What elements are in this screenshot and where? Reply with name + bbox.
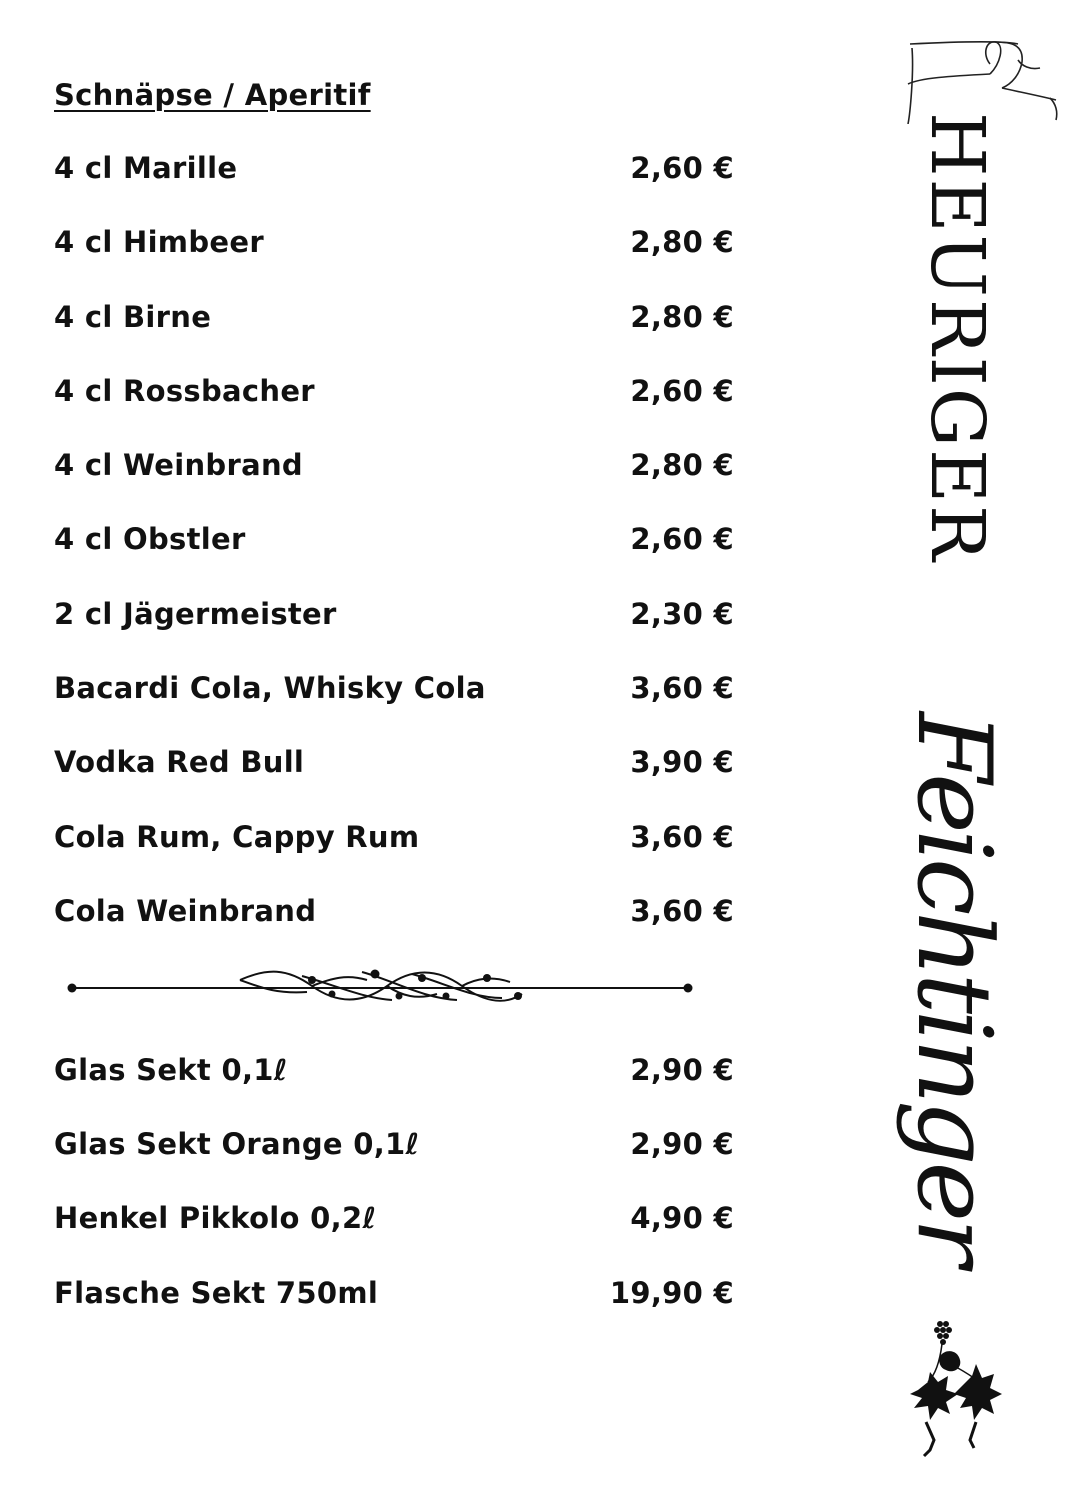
ornamental-divider [62, 958, 702, 1018]
item-name: Henkel Pikkolo 0,2ℓ [54, 1201, 377, 1235]
menu-item [54, 225, 734, 265]
brand-name: HEURIGER [914, 112, 1000, 563]
item-name: Vodka Red Bull [54, 745, 305, 779]
grape-leaf-icon [900, 1310, 1010, 1470]
item-price: 3,60 € [630, 671, 734, 705]
menu-item [54, 151, 734, 191]
item-name: 2 cl Jägermeister [54, 597, 337, 631]
menu-item [54, 820, 734, 860]
menu-item [54, 1201, 734, 1241]
menu-item [54, 374, 734, 414]
menu-item [54, 448, 734, 488]
item-name: Cola Rum, Cappy Rum [54, 820, 420, 854]
brand-logo [894, 110, 1030, 1490]
item-name: Flasche Sekt 750ml [54, 1276, 379, 1310]
item-price: 3,60 € [630, 894, 734, 928]
item-price: 4,90 € [630, 1201, 734, 1235]
menu-item [54, 671, 734, 711]
item-price: 2,90 € [630, 1053, 734, 1087]
item-name: Cola Weinbrand [54, 894, 317, 928]
item-price: 2,60 € [630, 151, 734, 185]
item-price: 2,90 € [630, 1127, 734, 1161]
menu-item [54, 745, 734, 785]
item-name: Glas Sekt 0,1ℓ [54, 1053, 288, 1087]
item-name: 4 cl Himbeer [54, 225, 264, 259]
item-name: Bacardi Cola, Whisky Cola [54, 671, 486, 705]
item-price: 2,80 € [630, 225, 734, 259]
brand-family-name: Feichtinger [894, 712, 1013, 1263]
item-name: Glas Sekt Orange 0,1ℓ [54, 1127, 420, 1161]
item-price: 2,80 € [630, 448, 734, 482]
menu-item [54, 1276, 734, 1316]
menu-item [54, 1127, 734, 1167]
menu-item [54, 522, 734, 562]
item-price: 2,60 € [630, 374, 734, 408]
item-name: 4 cl Marille [54, 151, 238, 185]
item-name: 4 cl Weinbrand [54, 448, 303, 482]
menu-item [54, 597, 734, 637]
item-price: 3,60 € [630, 820, 734, 854]
item-name: 4 cl Rossbacher [54, 374, 315, 408]
item-price: 2,60 € [630, 522, 734, 556]
item-price: 3,90 € [630, 745, 734, 779]
item-price: 2,30 € [630, 597, 734, 631]
item-name: 4 cl Birne [54, 300, 212, 334]
menu-item [54, 1053, 734, 1093]
menu-item [54, 894, 734, 934]
section-title: Schnäpse / Aperitif [54, 78, 371, 112]
menu-item [54, 300, 734, 340]
item-price: 2,80 € [630, 300, 734, 334]
item-name: 4 cl Obstler [54, 522, 246, 556]
item-price: 19,90 € [609, 1276, 734, 1310]
